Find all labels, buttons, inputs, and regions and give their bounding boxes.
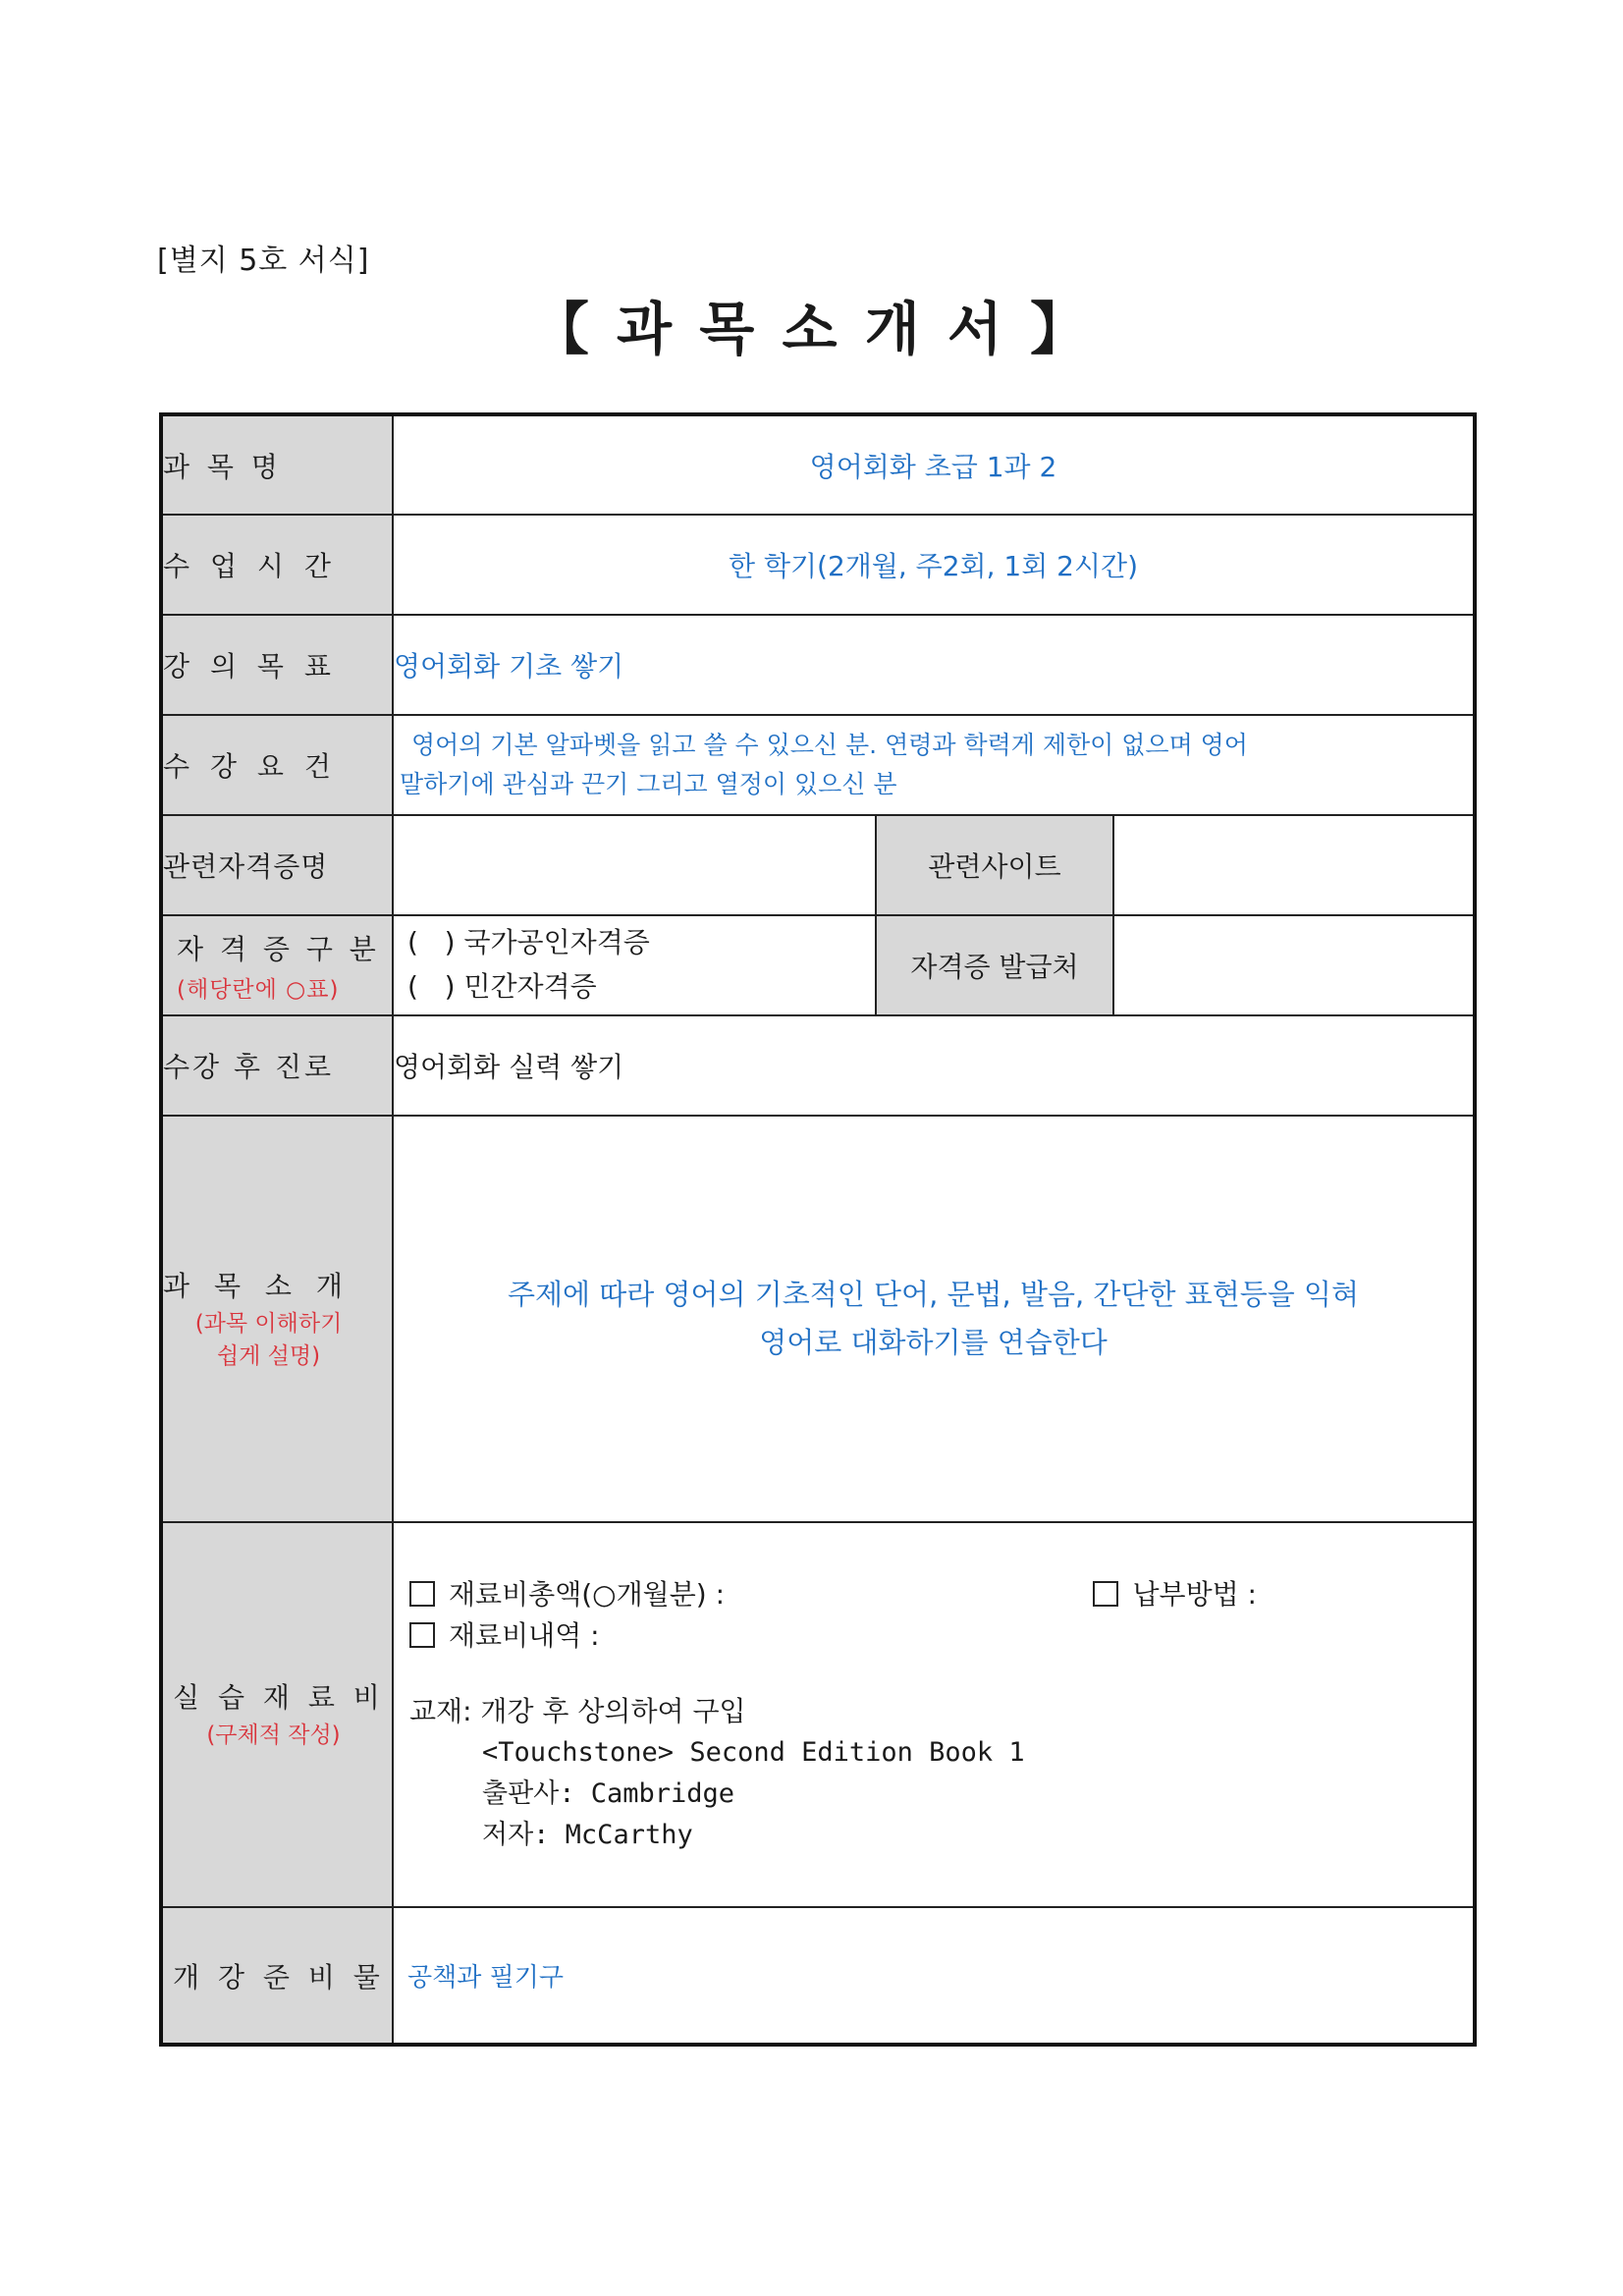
materials-value [393, 1522, 1475, 1907]
related-site-value [1113, 815, 1475, 915]
row-cert-type [161, 915, 1475, 1015]
checkbox-icon[interactable] [409, 1622, 435, 1648]
intro-value [393, 1116, 1475, 1522]
intro-label: 과 목 소 개 [163, 1269, 351, 1302]
cert-option-private: ( ) 민간자격증 [407, 970, 597, 1003]
textbook-title: <Touchstone> Second Edition Book 1 [482, 1736, 1025, 1768]
cert-option-national: ( ) 국가공인자격증 [407, 926, 650, 959]
intro-hint-2: 쉽게 설명) [216, 1343, 321, 1369]
cert-type-label: 자 격 증 구 분 [177, 932, 380, 965]
intro-label-cell [161, 1116, 393, 1522]
career-value: 영어회화 실력 쌓기 [393, 1015, 1475, 1116]
career-label: 수강 후 진로 [161, 1015, 393, 1116]
form-number-label: [별지 5호 서식] [157, 244, 370, 278]
requirements-label: 수 강 요 건 [161, 715, 393, 815]
row-prep [161, 1907, 1475, 2045]
intro-line-2: 영어로 대화하기를 연습한다 [759, 1326, 1108, 1359]
row-lecture-goal [161, 615, 1475, 715]
prep-value: 공책과 필기구 [393, 1907, 1475, 2045]
related-site-label: 관련사이트 [876, 815, 1113, 915]
cert-type-hint: (해당란에 ○표) [177, 976, 340, 1003]
cert-type-label-cell [161, 915, 393, 1015]
row-subject-name [161, 414, 1475, 515]
cert-type-options [393, 915, 876, 1015]
material-detail-item [409, 1615, 1473, 1657]
row-related-cert [161, 815, 1475, 915]
payment-method-label: 납부방법 : [1132, 1577, 1257, 1611]
material-detail-label: 재료비내역 : [449, 1618, 600, 1652]
cert-issuer-value [1113, 915, 1475, 1015]
prep-label: 개 강 준 비 물 [161, 1907, 393, 2045]
requirements-line-1: 영어의 기본 알파벳을 읽고 쓸 수 있으신 분. 연령과 학력게 제한이 없으며 영어 [411, 731, 1248, 759]
materials-check-row-1 [409, 1574, 1473, 1615]
requirements-line-2: 말하기에 관심과 끈기 그리고 열정이 있으신 분 [400, 770, 897, 798]
textbook-line: 교재: 개강 후 상의하여 구입 [409, 1694, 746, 1727]
row-class-time [161, 515, 1475, 615]
course-intro-form [159, 412, 1477, 2047]
subject-name-label: 과 목 명 [161, 414, 393, 515]
row-career [161, 1015, 1475, 1116]
lecture-goal-value: 영어회화 기초 쌓기 [393, 615, 1475, 715]
material-total-item [409, 1574, 725, 1615]
cert-issuer-label: 자격증 발급처 [876, 915, 1113, 1015]
intro-line-1: 주제에 따라 영어의 기초적인 단어, 문법, 발음, 간단한 표현등을 익혀 [508, 1277, 1359, 1311]
related-cert-value [393, 815, 876, 915]
related-cert-label: 관련자격증명 [161, 815, 393, 915]
checkbox-icon[interactable] [409, 1581, 435, 1607]
intro-hint-1: (과목 이해하기 [194, 1310, 343, 1337]
materials-hint: (구체적 작성) [206, 1722, 341, 1749]
payment-method-item [1093, 1574, 1257, 1615]
row-requirements [161, 715, 1475, 815]
material-total-label: 재료비총액(○개월분) : [449, 1577, 725, 1611]
lecture-goal-label: 강 의 목 표 [161, 615, 393, 715]
materials-label-cell [161, 1522, 393, 1907]
row-materials [161, 1522, 1475, 1907]
requirements-value [393, 715, 1475, 815]
class-time-value: 한 학기(2개월, 주2회, 1회 2시간) [393, 515, 1475, 615]
textbook-publisher: 출판사: Cambridge [482, 1777, 735, 1809]
class-time-label: 수 업 시 간 [161, 515, 393, 615]
textbook-author: 저자: McCarthy [482, 1819, 693, 1850]
subject-name-value: 영어회화 초급 1과 2 [393, 414, 1475, 515]
checkbox-icon[interactable] [1093, 1581, 1118, 1607]
document-title: 【 과 목 소 개 서 】 [531, 296, 1092, 362]
materials-label: 실 습 재 료 비 [173, 1681, 385, 1715]
row-intro [161, 1116, 1475, 1522]
